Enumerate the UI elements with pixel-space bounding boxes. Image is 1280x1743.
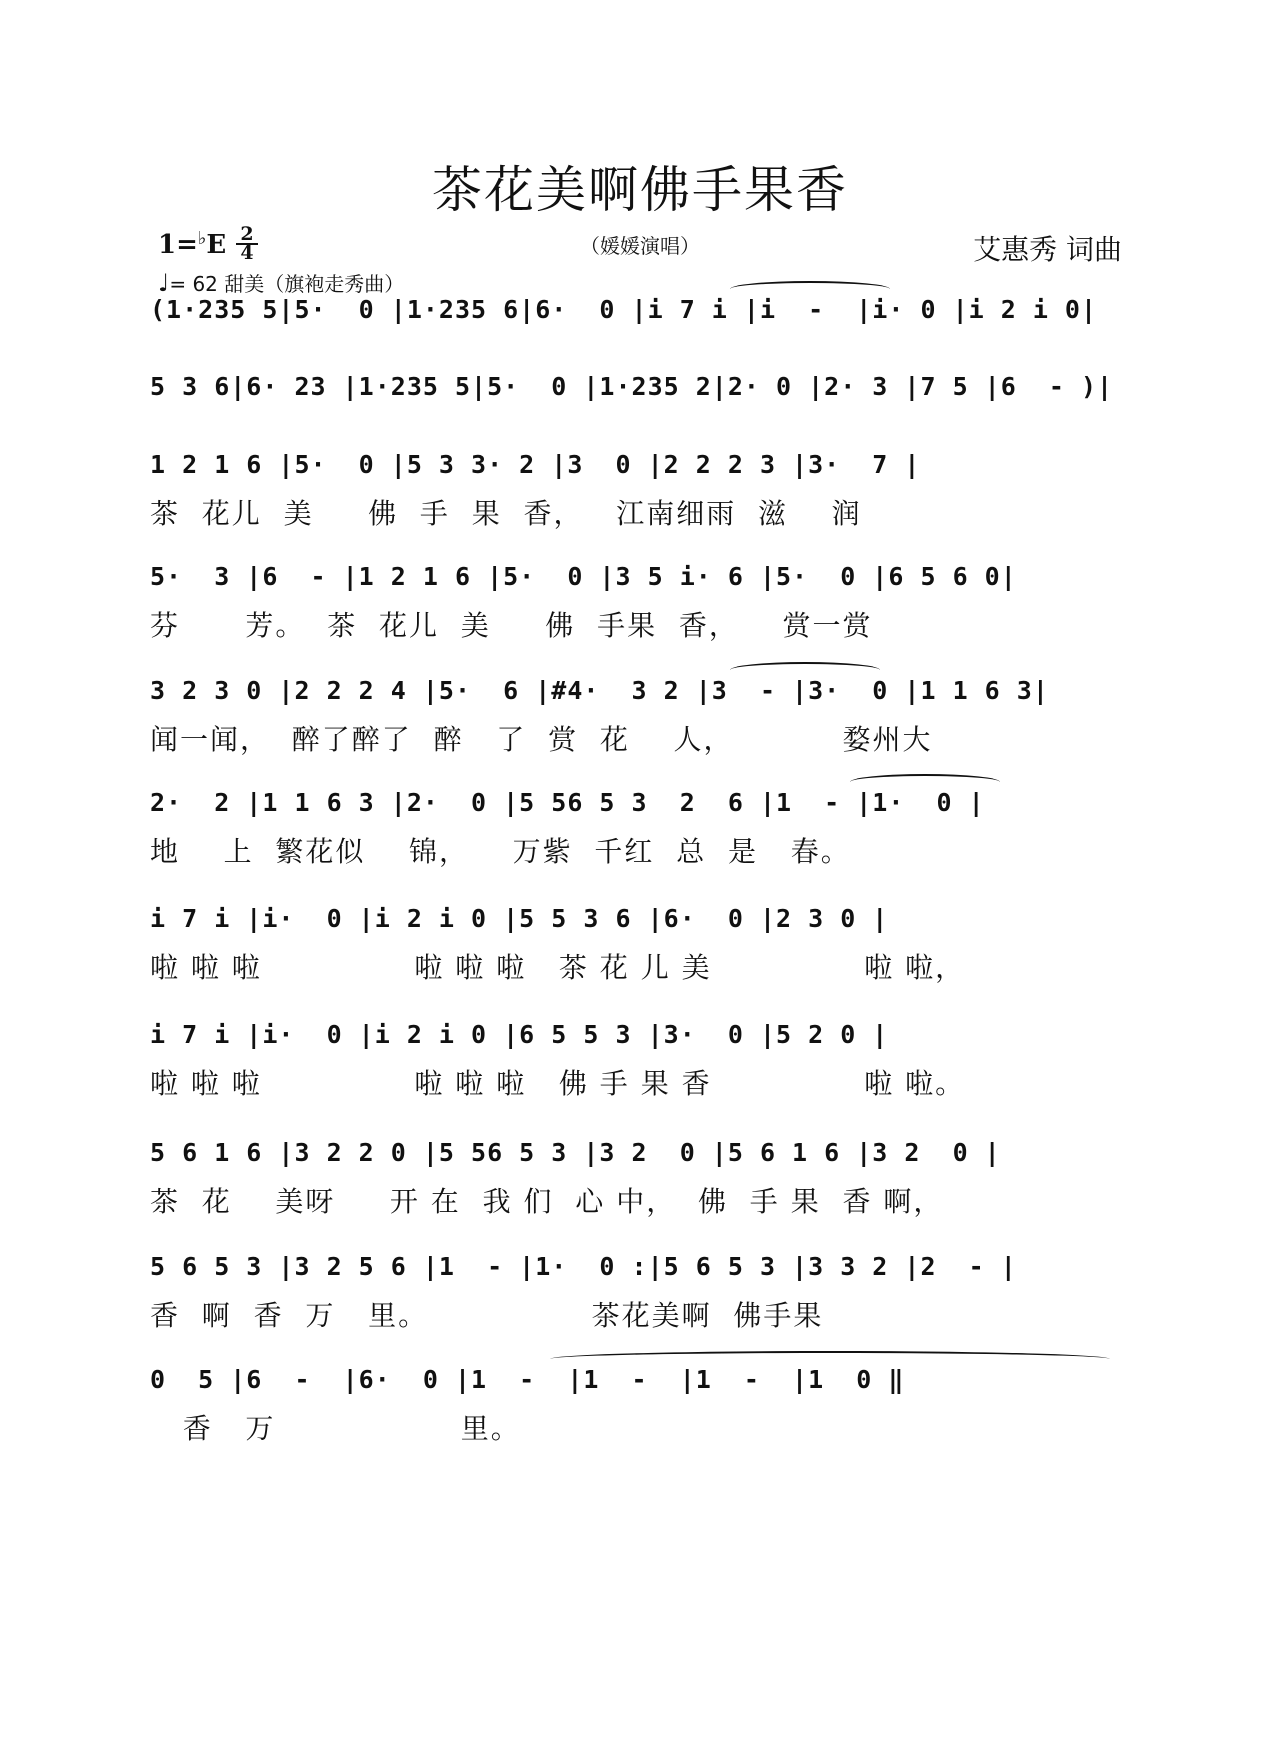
composer-credit: 艾惠秀 词曲 xyxy=(973,233,1122,266)
slur xyxy=(850,774,1000,790)
notation-row: 5 6 5 3 |3 2 5 6 |1 - |1· 0 :|5 6 5 3 |3 3 2 |2 - | xyxy=(150,1252,1017,1281)
score-line-6 xyxy=(150,788,1130,898)
lyrics-row: 啦 啦 啦 啦 啦 啦 茶 花 儿 美 啦 啦， xyxy=(150,951,966,984)
score-line-5 xyxy=(150,676,1130,786)
lyrics-row: 茶 花 美呀 开 在 我 们 心 中， 佛 手 果 香 啊， xyxy=(150,1185,944,1218)
time-top: 2 xyxy=(240,223,254,245)
page-title: 茶花美啊佛手果香 xyxy=(432,161,848,219)
notation-row: i 7 i |i· 0 |i 2 i 0 |6 5 5 3 |3· 0 |5 2 0 | xyxy=(150,1020,889,1049)
lyrics-row: 闻一闻， 醉了醉了 醉 了 赏 花 人， 婺州大 xyxy=(150,723,933,756)
score-line-8 xyxy=(150,1020,1130,1130)
tempo-marking xyxy=(158,268,404,297)
lyrics-row: 啦 啦 啦 啦 啦 啦 佛 手 果 香 啦 啦。 xyxy=(150,1067,966,1100)
slur xyxy=(550,1351,1110,1367)
flat-sign: ♭ xyxy=(197,228,207,249)
lyrics-row: 茶 花儿 美 佛 手 果 香， 江南细雨 滋 润 xyxy=(150,497,862,530)
lyrics-row: 芬 芳。 茶 花儿 美 佛 手果 香， 赏一赏 xyxy=(150,609,873,642)
score-line-10 xyxy=(150,1252,1130,1362)
notation-row: 3 2 3 0 |2 2 2 4 |5· 6 |#4· 3 2 |3 - |3· 0 |1 1 6 3| xyxy=(150,676,1049,705)
score-line-9 xyxy=(150,1138,1130,1248)
slur xyxy=(730,662,880,678)
key-note: E xyxy=(206,230,227,260)
score-line-11 xyxy=(150,1365,1130,1475)
score-line-4 xyxy=(150,562,1130,672)
key-prefix: 1= xyxy=(158,230,198,260)
lyrics-row: 香 万 里。 xyxy=(150,1412,521,1445)
notation-row: 5 3 6|6· 23 |1·235 5|5· 0 |1·235 2|2· 0 |2· 3 |7 5 |6 - )| xyxy=(150,372,1114,401)
notation-row: i 7 i |i· 0 |i 2 i 0 |5 5 3 6 |6· 0 |2 3 0 | xyxy=(150,904,889,933)
time-bottom: 4 xyxy=(240,242,254,264)
notation-row: 5· 3 |6 - |1 2 1 6 |5· 0 |3 5 i· 6 |5· 0 |6 5 6 0| xyxy=(150,562,1017,591)
score-line-7 xyxy=(150,904,1130,1014)
slur xyxy=(730,281,890,297)
tempo-text: = 62 甜美（旗袍走秀曲） xyxy=(169,272,405,296)
singer-credit: （媛媛演唱） xyxy=(580,234,700,258)
notation-row: 1 2 1 6 |5· 0 |5 3 3· 2 |3 0 |2 2 2 3 |3· 7 | xyxy=(150,450,921,479)
notation-row: 0 5 |6 - |6· 0 |1 - |1 - |1 - |1 0 ‖ xyxy=(150,1365,905,1394)
score-line-3 xyxy=(150,450,1130,560)
lyrics-row: 地 上 繁花似 锦， 万紫 千红 总 是 春。 xyxy=(150,835,851,868)
notation-row: 2· 2 |1 1 6 3 |2· 0 |5 56 5 3 2 6 |1 - |1· 0 | xyxy=(150,788,985,817)
notation-row: 5 6 1 6 |3 2 2 0 |5 56 5 3 |3 2 0 |5 6 1 6 |3 2 0 | xyxy=(150,1138,1001,1167)
quarter-note-icon: ♩ xyxy=(158,269,170,297)
lyrics-row: 香 啊 香 万 里。 茶花美啊 佛手果 xyxy=(150,1299,824,1332)
notation-row: (1·235 5|5· 0 |1·235 6|6· 0 |i 7 i |i - |i· 0 |i 2 i 0| xyxy=(150,295,1098,324)
